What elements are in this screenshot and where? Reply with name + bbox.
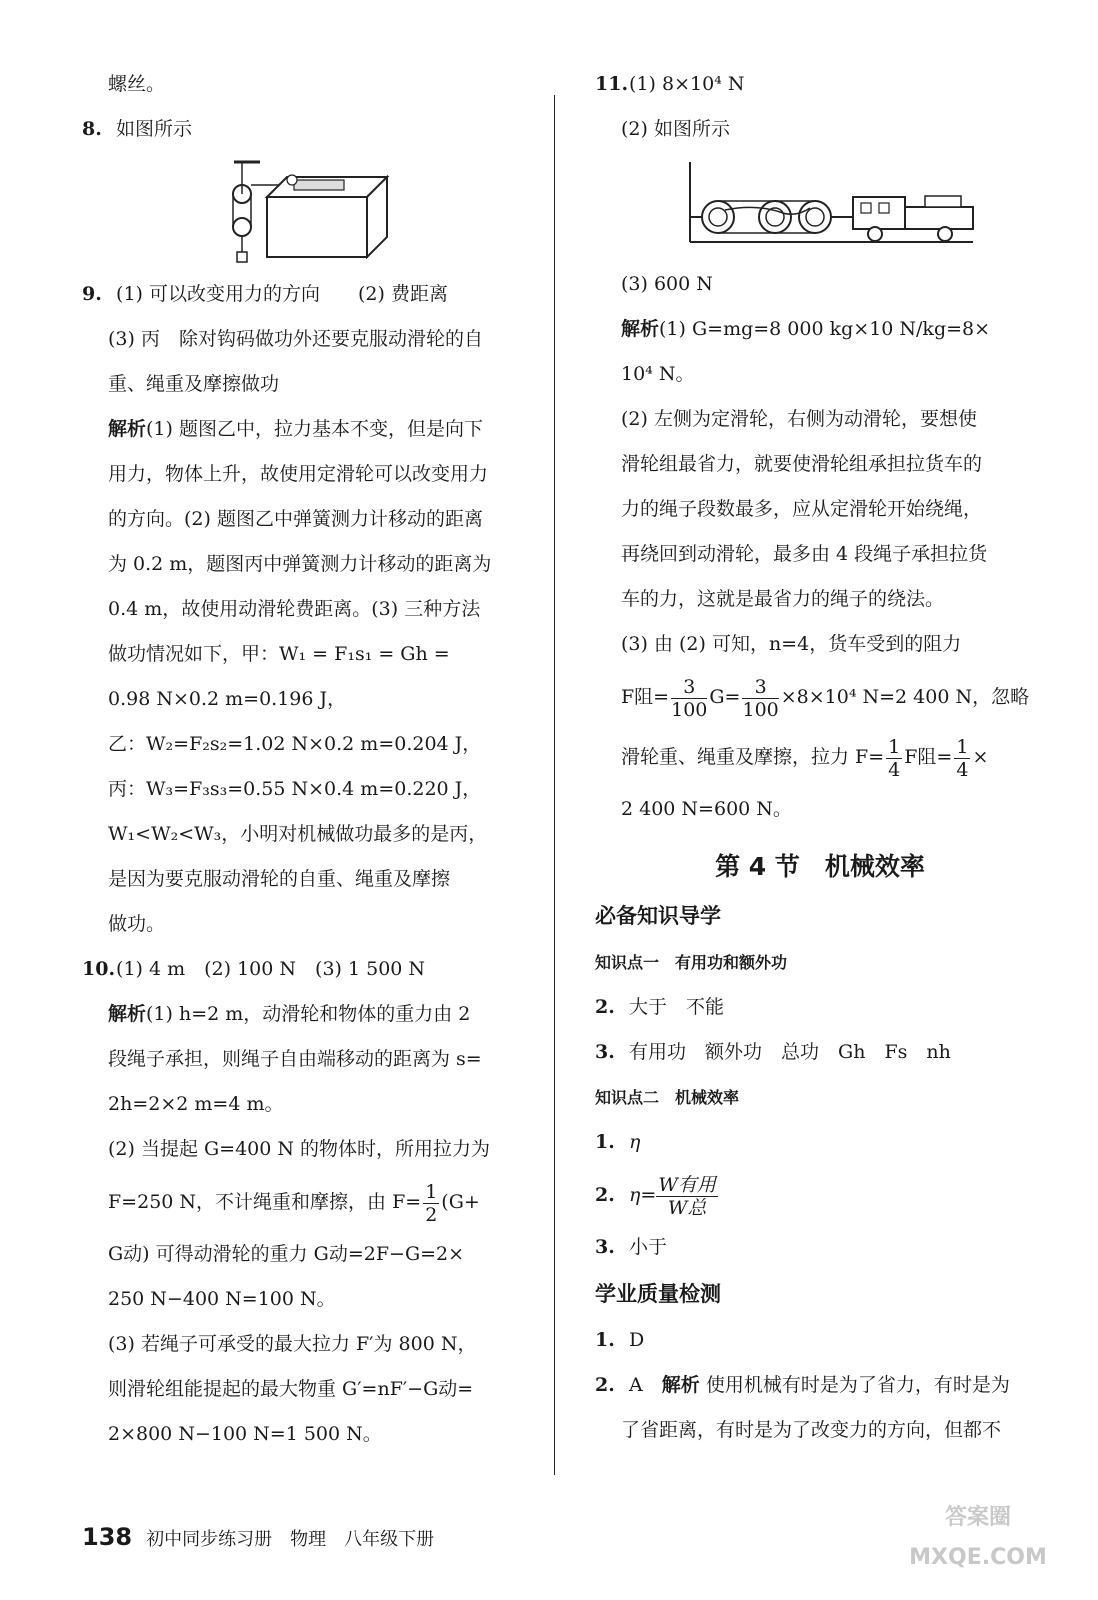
text-line: 是因为要克服动滑轮的自重、绳重及摩擦 (108, 868, 451, 890)
text-line: 则滑轮组能提起的最大物重 G′=nF′−G动= (108, 1378, 474, 1400)
text-line: F阻= (621, 686, 670, 708)
question-number: 10. (82, 958, 116, 980)
fraction-numerator: 3 (742, 676, 778, 699)
text-line: 2h=2×2 m=4 m。 (108, 1093, 284, 1115)
text-line: W₁<W₂<W₃，小明对机械做功最多的是丙， (108, 823, 488, 845)
fraction-denominator: 4 (888, 758, 901, 781)
text-line: (1) h=2 m，动滑轮和物体的重力由 2 (146, 1003, 471, 1025)
text-line: (G+ (441, 1191, 480, 1213)
answer-text: 如图所示 (116, 118, 193, 140)
fraction-numerator: 1 (888, 735, 901, 758)
text-line: 段绳子承担，则绳子自由端移动的距离为 s= (108, 1048, 482, 1070)
pulley-figure (82, 152, 522, 272)
text-line: 为 0.2 m，题图丙中弹簧测力计移动的距离为 (108, 553, 492, 575)
text-line: G= (709, 686, 741, 708)
fraction-numerator: W有用 (658, 1173, 716, 1196)
question-number: 9. (82, 283, 102, 305)
text-line: 车的力，这就是最省力的绳子的绕法。 (621, 588, 945, 610)
item-number: 3. (595, 1041, 615, 1063)
question-number: 11. (595, 73, 629, 95)
text-line: (3) 由 (2) 可知，n=4，货车受到的阻力 (621, 633, 962, 655)
answer-text: (1) 8×10⁴ N (629, 73, 745, 95)
text-line: (1) 题图乙中，拉力基本不变，但是向下 (146, 418, 483, 440)
item-number: 2. (595, 1374, 615, 1396)
analysis-label: 解析 (108, 418, 147, 440)
answer-text: 大于 不能 (629, 996, 725, 1018)
fraction-denominator: W总 (667, 1196, 707, 1219)
answer-text: (1) 4 m (2) 100 N (3) 1 500 N (116, 958, 426, 980)
text-line: 的方向。(2) 题图乙中弹簧测力计移动的距离 (108, 508, 483, 530)
item-number: 1. (595, 1329, 615, 1351)
text-line: 重、绳重及摩擦做功 (108, 373, 280, 395)
text-line: F阻= (904, 746, 953, 768)
text-line: 了省距离，有时是为了改变力的方向，但都不 (621, 1419, 1002, 1441)
knowledge-point-heading: 知识点一 有用功和额外功 (595, 953, 788, 972)
text-line: 力的绳子段数最多，应从定滑轮开始绕绳， (621, 498, 983, 520)
text-line: 0.4 m，故使用动滑轮费距离。(3) 三种方法 (108, 598, 481, 620)
subsection-heading: 必备知识导学 (595, 904, 721, 928)
answer-text: D (629, 1329, 645, 1351)
fraction (886, 736, 902, 781)
section-title: 第 4 节 机械效率 (715, 852, 925, 881)
text-line: × (972, 746, 989, 768)
text-line: 做功情况如下，甲：W₁ = F₁s₁ = Gh = (108, 643, 450, 665)
answer-text: A (629, 1374, 643, 1396)
text-line: 用力，物体上升，故使用定滑轮可以改变用力 (108, 463, 489, 485)
fraction-numerator: 1 (956, 735, 969, 758)
item-number: 2. (595, 996, 615, 1018)
right-column (595, 62, 1045, 1453)
text-line: 做功。 (108, 913, 166, 935)
item-number: 2. (595, 1184, 615, 1206)
text-line: (3) 若绳子可承受的最大拉力 F′为 800 N， (108, 1333, 477, 1355)
fraction-denominator: 100 (742, 698, 779, 721)
text-line: 0.98 N×0.2 m=0.196 J， (108, 688, 347, 710)
text-line: 丙：W₃=F₃s₃=0.55 N×0.4 m=0.220 J， (108, 778, 482, 800)
text-line: (2) 如图所示 (621, 118, 730, 140)
fraction-numerator: 1 (425, 1180, 438, 1203)
text-line: 滑轮重、绳重及摩擦，拉力 F= (621, 746, 885, 768)
text-line: 使用机械有时是为了省力，有时是为 (705, 1374, 1010, 1396)
analysis-label: 解析 (621, 318, 660, 340)
text-line: 乙：W₂=F₂s₂=1.02 N×0.2 m=0.204 J， (108, 733, 482, 755)
watermark-logo: 答案圈 MXQE.COM (909, 1505, 1047, 1570)
knowledge-point-heading: 知识点二 机械效率 (595, 1088, 740, 1107)
analysis-label: 解析 (108, 1003, 147, 1025)
column-divider (554, 95, 555, 1475)
answer-text: η= (629, 1184, 657, 1206)
fraction-numerator: 3 (671, 676, 707, 699)
answer-text: 小于 (629, 1236, 668, 1258)
fraction (671, 676, 707, 721)
text-line: 螺丝。 (108, 73, 166, 95)
item-number: 1. (595, 1131, 615, 1153)
text-line: (3) 600 N (621, 273, 713, 295)
text-line: (2) 当提起 G=400 N 的物体时，所用拉力为 (108, 1138, 491, 1160)
text-line: ×8×10⁴ N=2 400 N，忽略 (780, 686, 1030, 708)
page-number: 138 (82, 1523, 133, 1551)
text-line: 2×800 N−100 N=1 500 N。 (108, 1423, 382, 1445)
subsection-heading: 学业质量检测 (595, 1282, 721, 1306)
answer-text: η (629, 1131, 641, 1153)
answer-text: (1) 可以改变用力的方向 (2) 费距离 (116, 283, 448, 305)
fraction-denominator: 100 (671, 698, 708, 721)
question-number: 8. (82, 118, 102, 140)
text-line: (3) 丙 除对钩码做功外还要克服动滑轮的自 (108, 328, 483, 350)
fraction-denominator: 4 (956, 758, 969, 781)
analysis-label: 解析 (661, 1374, 700, 1396)
text-line: 10⁴ N。 (621, 363, 695, 385)
text-line: G动) 可得动滑轮的重力 G动=2F−G=2× (108, 1243, 465, 1265)
text-line: (1) G=mg=8 000 kg×10 N/kg=8× (659, 318, 991, 340)
fraction (954, 736, 970, 781)
answer-text: 有用功 额外功 总功 Gh Fs nh (629, 1041, 951, 1063)
fraction (423, 1181, 439, 1226)
text-line: 2 400 N=600 N。 (621, 798, 792, 820)
page-footer (82, 1515, 434, 1562)
fraction (656, 1174, 718, 1219)
left-column (82, 62, 522, 1457)
fraction (742, 676, 778, 721)
book-title: 初中同步练习册 物理 八年级下册 (146, 1529, 435, 1550)
text-line: 滑轮组最省力，就要使滑轮组承担拉货车的 (621, 453, 983, 475)
fraction-denominator: 2 (425, 1203, 438, 1226)
text-line: 再绕回到动滑轮，最多由 4 段绳子承担拉货 (621, 543, 988, 565)
text-line: F=250 N，不计绳重和摩擦，由 F= (108, 1191, 422, 1213)
item-number: 3. (595, 1236, 615, 1258)
text-line: 250 N−400 N=100 N。 (108, 1288, 336, 1310)
truck-pulley-figure (595, 152, 1045, 262)
text-line: (2) 左侧为定滑轮，右侧为动滑轮，要想使 (621, 408, 977, 430)
